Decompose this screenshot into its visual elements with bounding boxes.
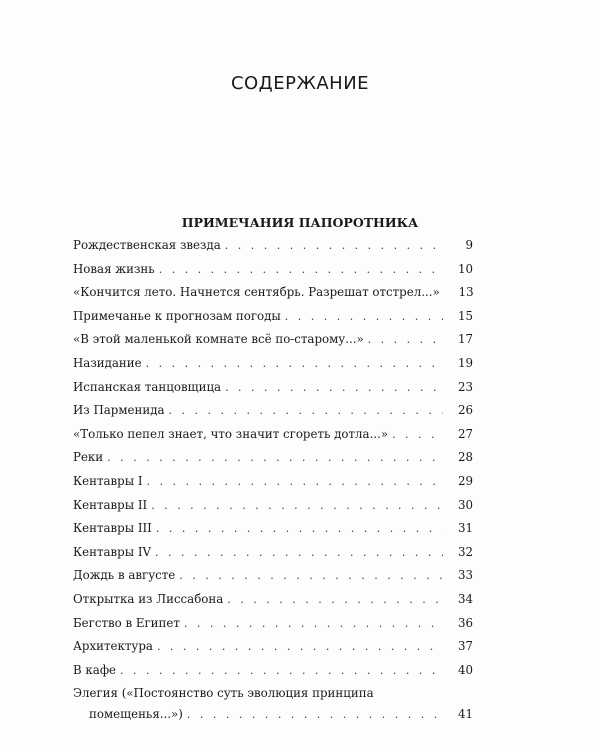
- toc-entry: [73, 332, 473, 356]
- toc-entry-page: 26: [457, 403, 473, 418]
- toc-entry-page: 13: [458, 285, 474, 300]
- toc-entry: [73, 380, 473, 404]
- dot-leader: [107, 451, 443, 464]
- toc-entry: [73, 639, 473, 663]
- toc-entry-title: В кафе: [73, 662, 117, 677]
- toc-entry-page: 32: [457, 544, 473, 559]
- dot-leader: [184, 617, 443, 630]
- toc-entry: [73, 238, 473, 262]
- toc-entry-title: Назидание: [73, 355, 142, 370]
- toc-entry-page: 41: [457, 707, 473, 722]
- toc-entry-title: Кентавры III: [73, 521, 152, 536]
- toc-entry-title: Примечанье к прогнозам погоды: [73, 308, 281, 323]
- dot-leader: [285, 310, 443, 323]
- toc-entry-page: 17: [457, 332, 473, 347]
- toc-entry-page: 23: [457, 379, 473, 394]
- toc-entry-title: Кентавры IV: [73, 544, 152, 559]
- toc-entry-title: Реки: [73, 450, 104, 465]
- toc-entry: [73, 309, 473, 333]
- dot-leader: [155, 546, 443, 559]
- section-title: ПРИМЕЧАНИЯ ПАПОРОТНИКА: [181, 215, 419, 230]
- toc-entry-page: 15: [457, 308, 473, 323]
- toc-entry: [73, 262, 473, 286]
- toc-entry-title: Бегство в Египет: [73, 615, 180, 630]
- dot-leader: [159, 263, 443, 276]
- toc-entry-page: 10: [457, 261, 473, 276]
- dot-leader: [179, 569, 443, 582]
- toc-entry-title: Кентавры I: [73, 473, 143, 488]
- dot-leader: [169, 404, 443, 417]
- toc-entry-title: Испанская танцовщица: [73, 379, 222, 394]
- toc-entry: [73, 663, 473, 687]
- toc-entry-title: Архитектура: [73, 639, 153, 654]
- dot-leader: [225, 381, 443, 394]
- dot-leader: [157, 640, 443, 653]
- dot-leader: [147, 475, 443, 488]
- toc-entry-page: 19: [457, 355, 473, 370]
- toc-entry-title-line1: Элегия («Постоянство суть эволюция принципа: [73, 686, 374, 701]
- toc-entry: [73, 616, 473, 640]
- toc-entry-title: Рождественская звезда: [73, 238, 221, 252]
- toc-entry: [73, 545, 473, 569]
- dot-leader: [392, 428, 443, 441]
- toc-entry: [73, 521, 473, 545]
- toc-entry-title: Кентавры II: [73, 497, 148, 512]
- toc-entry-page: 9: [465, 238, 473, 252]
- dot-leader: [146, 357, 443, 370]
- toc-entry-page: 37: [457, 639, 473, 654]
- toc-entry-multiline: [73, 686, 473, 729]
- toc-entry: [73, 568, 473, 592]
- dot-leader: [156, 522, 443, 535]
- toc-entry-title: Новая жизнь: [73, 261, 155, 276]
- dot-leader: [120, 664, 443, 677]
- table-of-contents: [73, 238, 473, 729]
- toc-entry-title: Из Парменида: [73, 403, 165, 418]
- toc-entry-title: «Кончится лето. Начнется сентябрь. Разрешат отстрел...»: [73, 285, 440, 300]
- toc-entry-title: Дождь в августе: [73, 568, 176, 583]
- dot-leader: [151, 499, 443, 512]
- toc-entry-line2: [73, 707, 473, 729]
- toc-entry: [73, 427, 473, 451]
- toc-entry-title: «В этой маленькой комнате всё по-старому...»: [73, 332, 364, 347]
- toc-entry-title: Открытка из Лиссабона: [73, 591, 224, 606]
- toc-entry-page: 28: [457, 450, 473, 465]
- toc-entry: [73, 356, 473, 380]
- dot-leader: [225, 239, 443, 252]
- dot-leader: [368, 333, 443, 346]
- toc-entry: [73, 285, 473, 309]
- toc-entry-page: 36: [457, 615, 473, 630]
- toc-entry: [73, 474, 473, 498]
- toc-entry: [73, 450, 473, 474]
- page-heading: СОДЕРЖАНИЕ: [230, 73, 370, 94]
- toc-entry: [73, 403, 473, 427]
- toc-entry-page: 31: [457, 521, 473, 536]
- toc-entry: [73, 592, 473, 616]
- toc-entry-page: 34: [457, 591, 473, 606]
- toc-entry-page: 27: [457, 426, 473, 441]
- toc-entry-page: 29: [457, 473, 473, 488]
- toc-entry: [73, 498, 473, 522]
- dot-leader: [187, 708, 443, 721]
- toc-entry-title: «Только пепел знает, что значит сгореть дотла...»: [73, 426, 389, 441]
- dot-leader: [227, 593, 443, 606]
- toc-entry-page: 33: [457, 568, 473, 583]
- toc-entry-page: 30: [457, 497, 473, 512]
- toc-entry-title-line2: помещенья...»): [89, 707, 183, 722]
- toc-entry-page: 40: [457, 662, 473, 677]
